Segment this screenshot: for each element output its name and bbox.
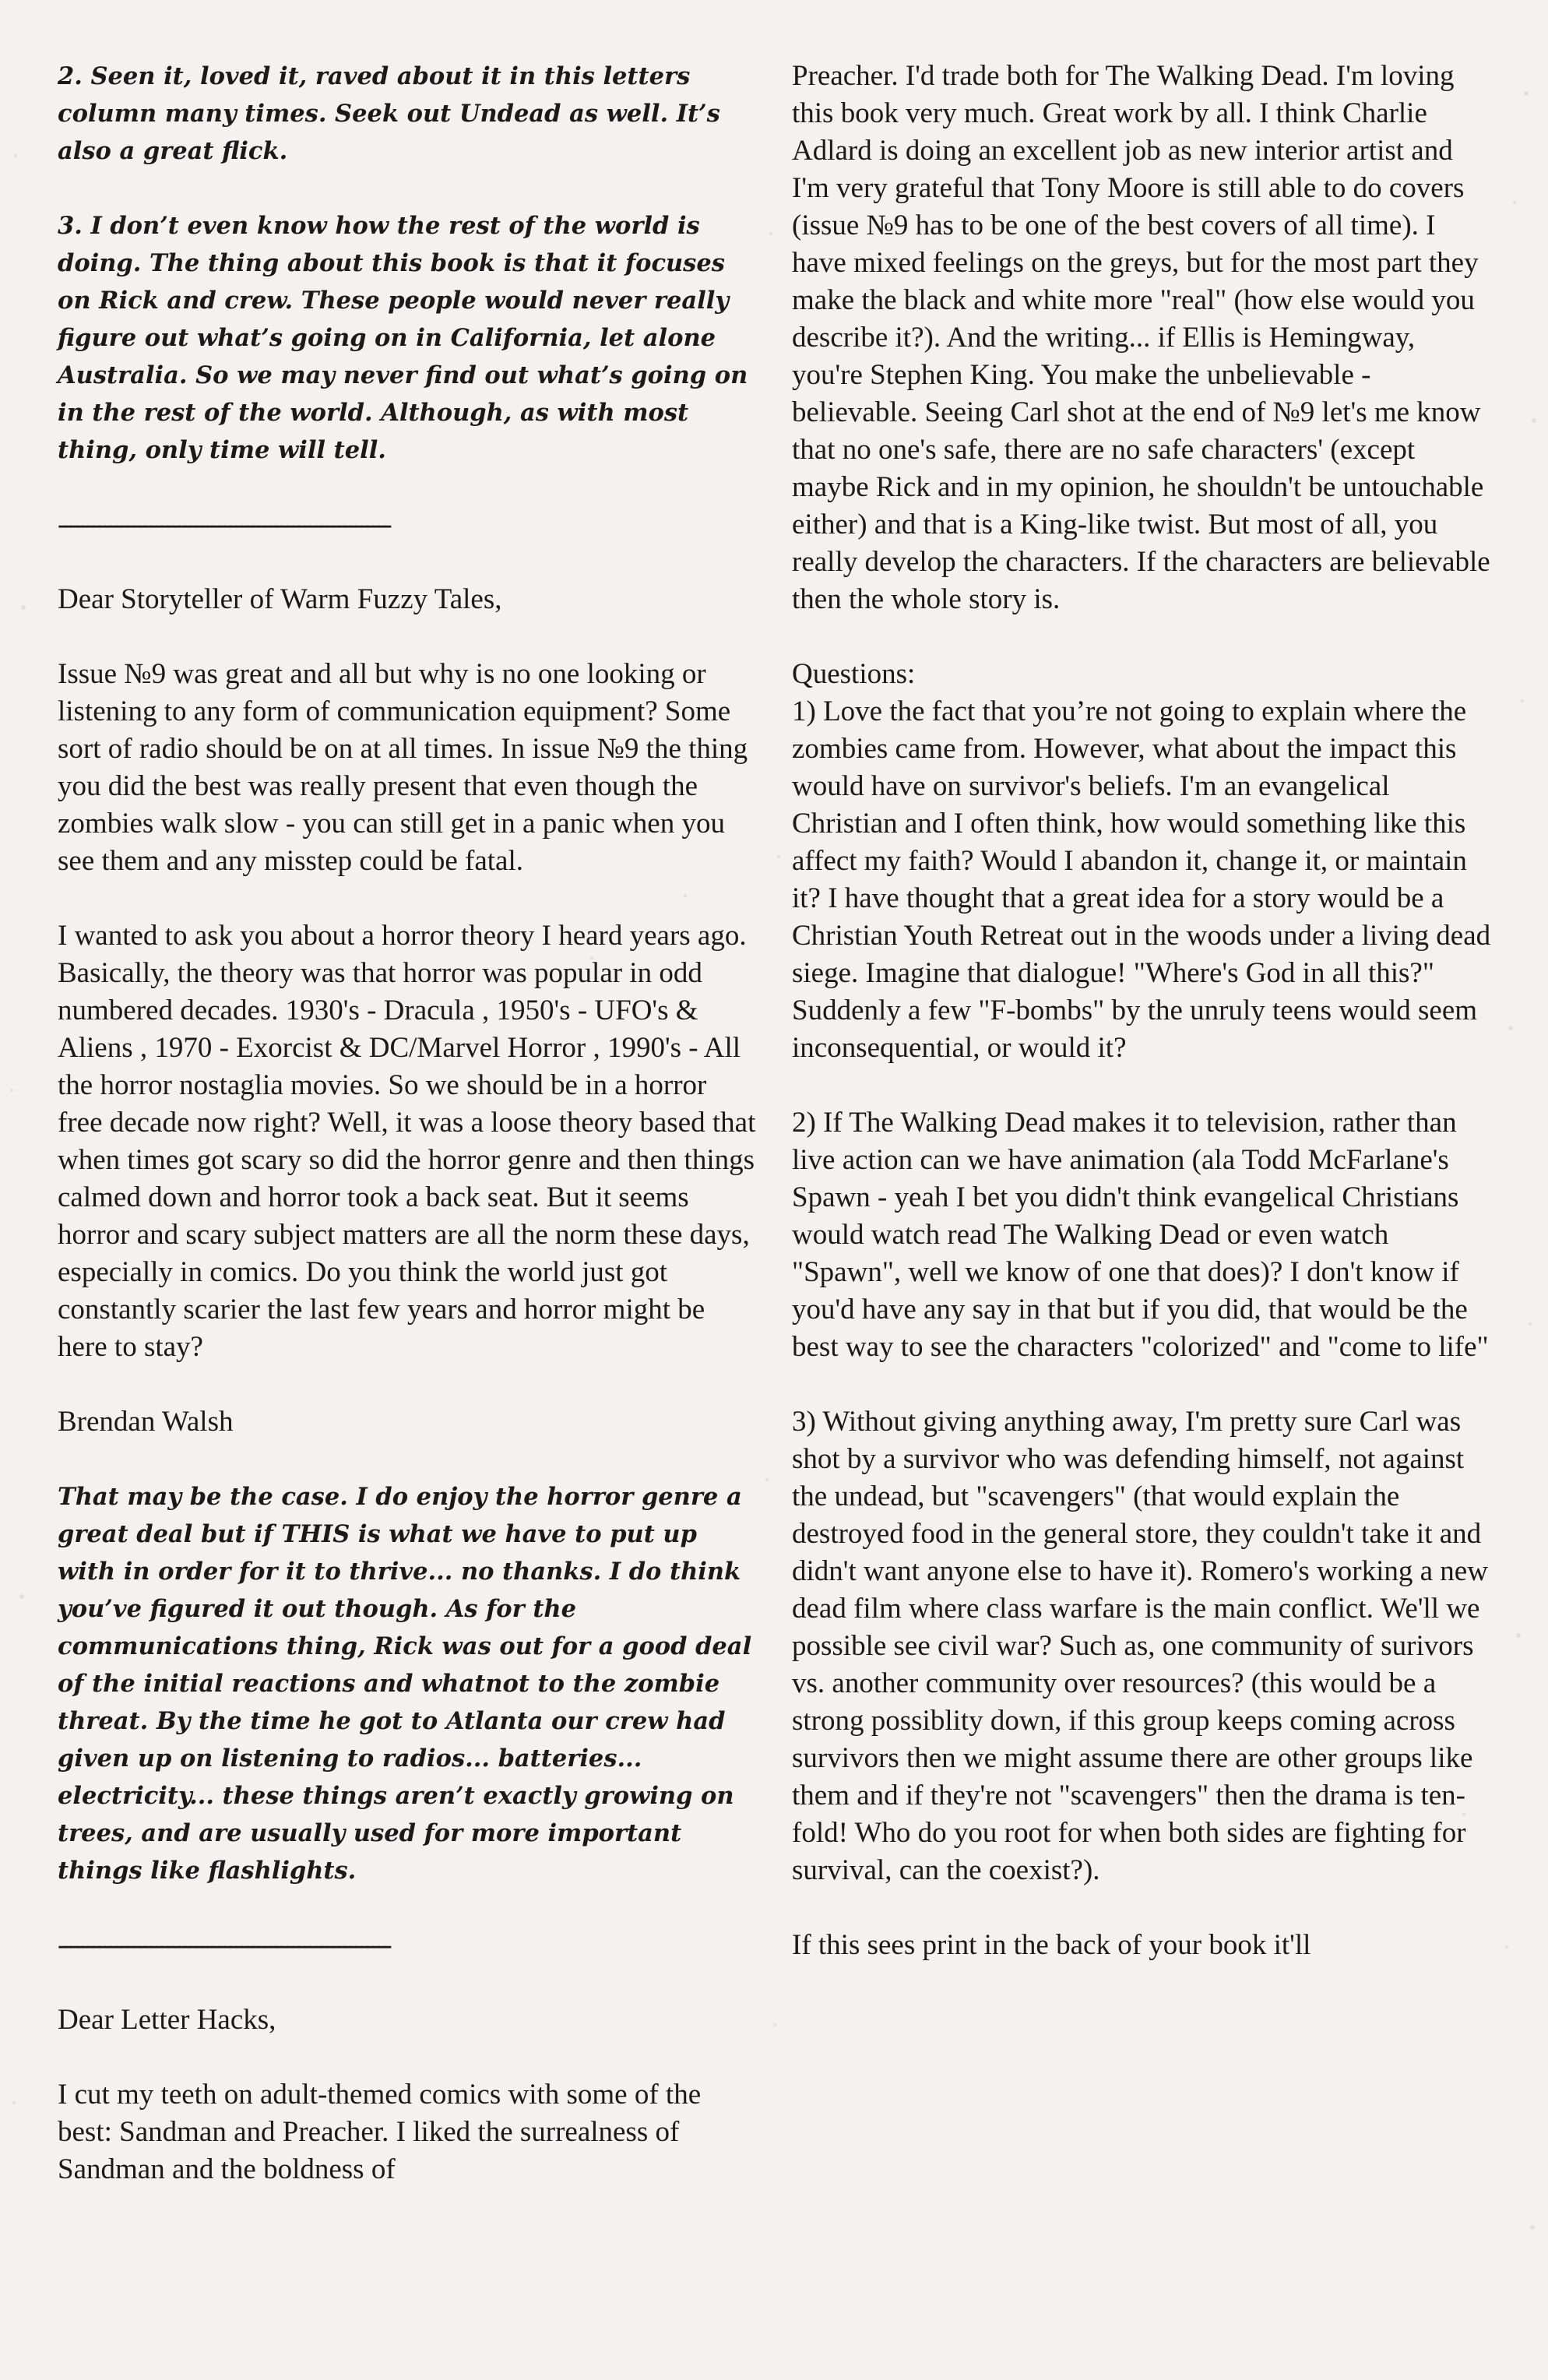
letter-paragraph: I wanted to ask you about a horror theory I heard years ago. Basically, the theory was that horror was popular in odd numbered decades. 1930's - Dracula , 1950's - UFO's & Aliens , 1970 - Exorcist & DC/Marvel Horror , 1990's - All the horror nostaglia movies. So we should be in a horror free decade now right? Well, it was a loose theory based that when times got scary so did the horror genre and then things calmed down and horror took a back seat. But it seems horror and scary subject matters are all the norm these days, especially in comics. Do you think the world just got constantly scarier the last few years and horror might be here to stay? xyxy=(58,920,756,1363)
editor-reply: That may be the case. I do enjoy the horror genre a great deal but if THIS is what we have to put up with in order for it to thrive... no thanks. I do think you’ve figured it out though. As for the communications thing, Rick was out for a good deal of the initial reactions and whatnot to the zombie threat. By the time he got to Atlanta our crew had given up on listening to radios... batteries... electricity... these things aren’t exactly growing on trees, and are usually used for more important things like flashlights. xyxy=(58,1483,752,1885)
letter-salutation: Dear Letter Hacks, xyxy=(58,2004,276,2036)
question-item: 2) If The Walking Dead makes it to television, rather than live action can we have animation (ala Todd McFarlane's Spawn - yeah I bet you didn't think evangelical Christians would watch read The Walking Dead or even watch "Spawn", well we know of one that does)? I don't know if you'd have any say in that but if you did, that would be the best way to see the characters "colorized" and "come to life" xyxy=(792,1107,1489,1363)
letter-closing: If this sees print in the back of your book it'll xyxy=(792,1929,1311,1961)
editor-reply-item-3: 3. I don’t even know how the rest of the world is doing. The thing about this book is that it focuses on Rick and crew. These people would never really figure out what’s going on in California, let alone Australia. So we may never find out what’s going on in the rest of the world. Although, as with most thing, only time will tell. xyxy=(58,212,748,464)
question-item: 3) Without giving anything away, I'm pretty sure Carl was shot by a survivor who was defending himself, not against the undead, but "scavengers" (that would explain the destroyed food in the general store, they couldn't take it and didn't want anyone else to have it). Romero's working a new dead film where class warfare is the main conflict. We'll we possible see civil war? Such as, one community of surivors vs. another community over resources? (this would be a strong possiblity down, if this group keeps coming across survivors then we might assume there are other groups like them and if they're not "scavengers" then the drama is ten-fold! Who do you root for when both sides are fighting for survival, can the coexist?). xyxy=(792,1406,1488,1886)
letter-paragraph: Issue №9 was great and all but why is no one looking or listening to any form of communication equipment? Some sort of radio should be on at all times. In issue №9 the thing you did the best was really present that even though the zombies walk slow - you can still get in a panic when you see them and any misstep could be fatal. xyxy=(58,658,748,877)
question-item: 1) Love the fact that you’re not going to explain where the zombies came from. However, what about the impact this would have on survivor's beliefs. I'm an evangelical Christian and I often think, how would something like this affect my faith? Would I abandon it, change it, or maintain it? I have thought that a great idea for a story would be a Christian Youth Retreat out in the woods under a living dead siege. Imagine that dialogue! "Where's God in all this?" Suddenly a few "F-bombs" by the unruly teens would seem inconsequential, or would it? xyxy=(792,695,1491,1064)
letter-paragraph: I cut my teeth on adult-themed comics with some of the best: Sandman and Preacher. I liked the surrealness of Sandman and the boldness of xyxy=(58,2079,702,2185)
questions-heading: Questions: xyxy=(792,658,916,690)
letter-salutation: Dear Storyteller of Warm Fuzzy Tales, xyxy=(58,583,502,615)
letter-paragraph: Preacher. I'd trade both for The Walking Dead. I'm loving this book very much. Great work by all. I think Charlie Adlard is doing an excellent job as new interior artist and I'm very grateful that Tony Moore is still able to do covers (issue №9 has to be one of the best covers of all time). I have mixed feelings on the greys, but for the most part they make the black and white more "real" (how else would you describe it?). And the writing... if Ellis is Hemingway, you're Stephen King. You make the unbelievable - believable. Seeing Carl shot at the end of №9 let's me know that no one's safe, there are no safe characters' (except maybe Rick and in my opinion, he shouldn't be untouchable either) and that is a King-like twist. But most of all, you really develop the characters. If the characters are believable then the whole story is. xyxy=(792,60,1490,615)
editor-reply-item-2: 2. Seen it, loved it, raved about it in this letters column many times. Seek out Undead as well. It’s also a great flick. xyxy=(58,62,720,165)
letter-signature: Brendan Walsh xyxy=(58,1406,234,1438)
section-divider: ---------------------------------------------------------- xyxy=(58,509,389,540)
left-column xyxy=(58,58,758,2188)
right-column xyxy=(792,58,1493,1964)
section-divider: ---------------------------------------------------------- xyxy=(58,1929,389,1961)
